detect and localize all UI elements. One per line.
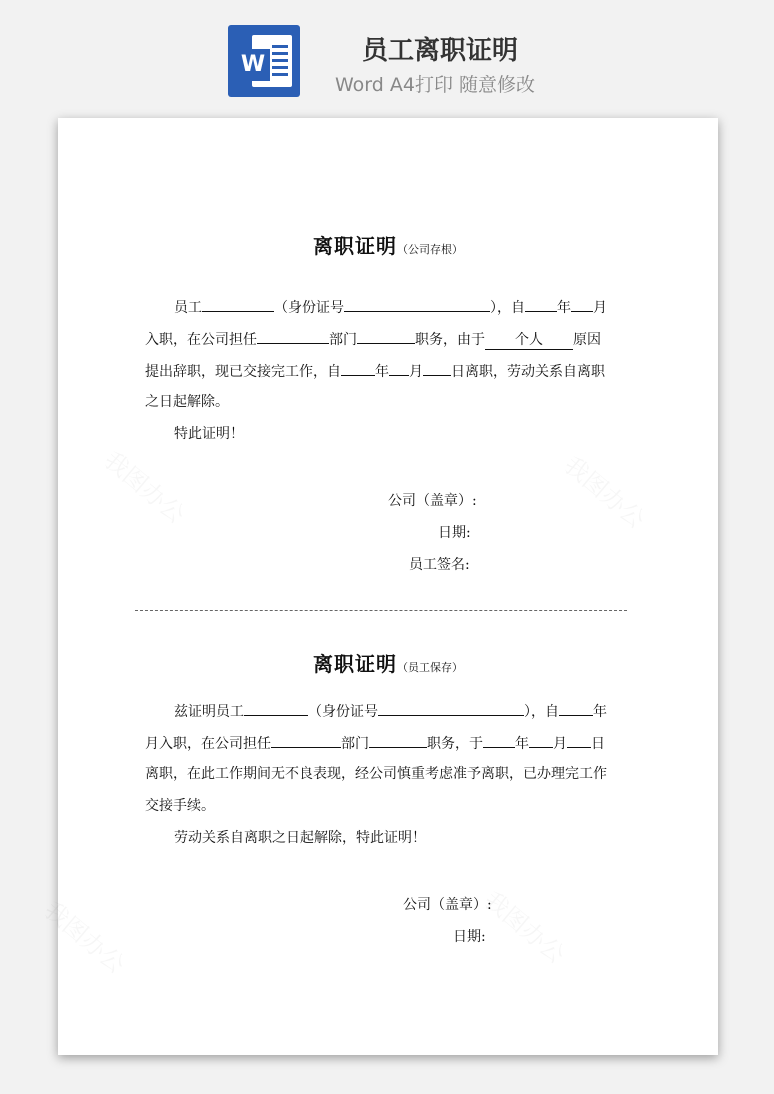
watermark — [98, 441, 194, 530]
blank-leave-month[interactable] — [389, 360, 409, 376]
blank-join-month[interactable] — [571, 296, 593, 312]
header-subtitle: Word A4打印 随意修改 — [334, 74, 535, 96]
blank-copy-leave-month[interactable] — [529, 732, 553, 748]
copy-closing: 劳动关系自离职之日起解除，特此证明！ — [174, 830, 426, 846]
header — [0, 0, 774, 110]
stub-line-4: 之日起解除。 — [145, 394, 229, 410]
copy-date: 日期: — [453, 929, 486, 945]
blank-copy-join-year[interactable] — [559, 700, 593, 716]
copy-title-note: （员工保存） — [397, 661, 463, 674]
cut-line — [135, 610, 627, 611]
copy-line-2: 月入职，在公司担任 部门 职务，于 年 月 日 — [145, 732, 631, 752]
blank-employee-name[interactable] — [202, 296, 274, 312]
word-logo-letter: W — [236, 49, 270, 81]
word-logo-icon — [228, 25, 300, 97]
blank-copy-employee-name[interactable] — [244, 700, 308, 716]
blank-leave-year[interactable] — [341, 360, 375, 376]
blank-reason[interactable]: 个人 — [485, 331, 573, 350]
blank-leave-day[interactable] — [423, 360, 451, 376]
copy-line-3: 离职，在此工作期间无不良表现，经公司慎重考虑准予离职，已办理完工作 — [145, 766, 607, 782]
header-title: 员工离职证明 — [361, 36, 518, 66]
blank-copy-leave-day[interactable] — [567, 732, 591, 748]
blank-position[interactable] — [357, 328, 415, 344]
stub-line-1: 员工 （身份证号 ），自 年 月 — [145, 296, 631, 316]
blank-copy-id-number[interactable] — [378, 700, 524, 716]
stub-special: 特此证明！ — [174, 426, 244, 442]
watermark — [558, 446, 654, 535]
watermark — [38, 891, 134, 980]
copy-line-1: 兹证明员工 （身份证号 ），自 年 — [145, 700, 631, 720]
document-page — [58, 118, 718, 1055]
blank-department[interactable] — [257, 328, 329, 344]
stub-company-seal: 公司（盖章）: — [388, 493, 477, 509]
stub-title: 离职证明（公司存根） — [313, 234, 463, 258]
blank-copy-position[interactable] — [369, 732, 427, 748]
stub-title-note: （公司存根） — [397, 243, 463, 256]
blank-copy-department[interactable] — [271, 732, 341, 748]
blank-id-number[interactable] — [344, 296, 490, 312]
stub-signature: 员工签名: — [409, 557, 470, 573]
copy-title: 离职证明（员工保存） — [313, 652, 463, 676]
blank-copy-leave-year[interactable] — [483, 732, 515, 748]
stub-date: 日期: — [438, 525, 471, 541]
stub-line-2: 入职，在公司担任 部门 职务，由于 个人 原因 — [145, 328, 631, 348]
blank-join-year[interactable] — [525, 296, 557, 312]
stub-line-3: 提出辞职，现已交接完工作，自 年 月 日离职，劳动关系自离职 — [145, 360, 631, 380]
copy-line-4: 交接手续。 — [145, 798, 215, 814]
watermark — [478, 881, 574, 970]
copy-company-seal: 公司（盖章）: — [403, 897, 492, 913]
